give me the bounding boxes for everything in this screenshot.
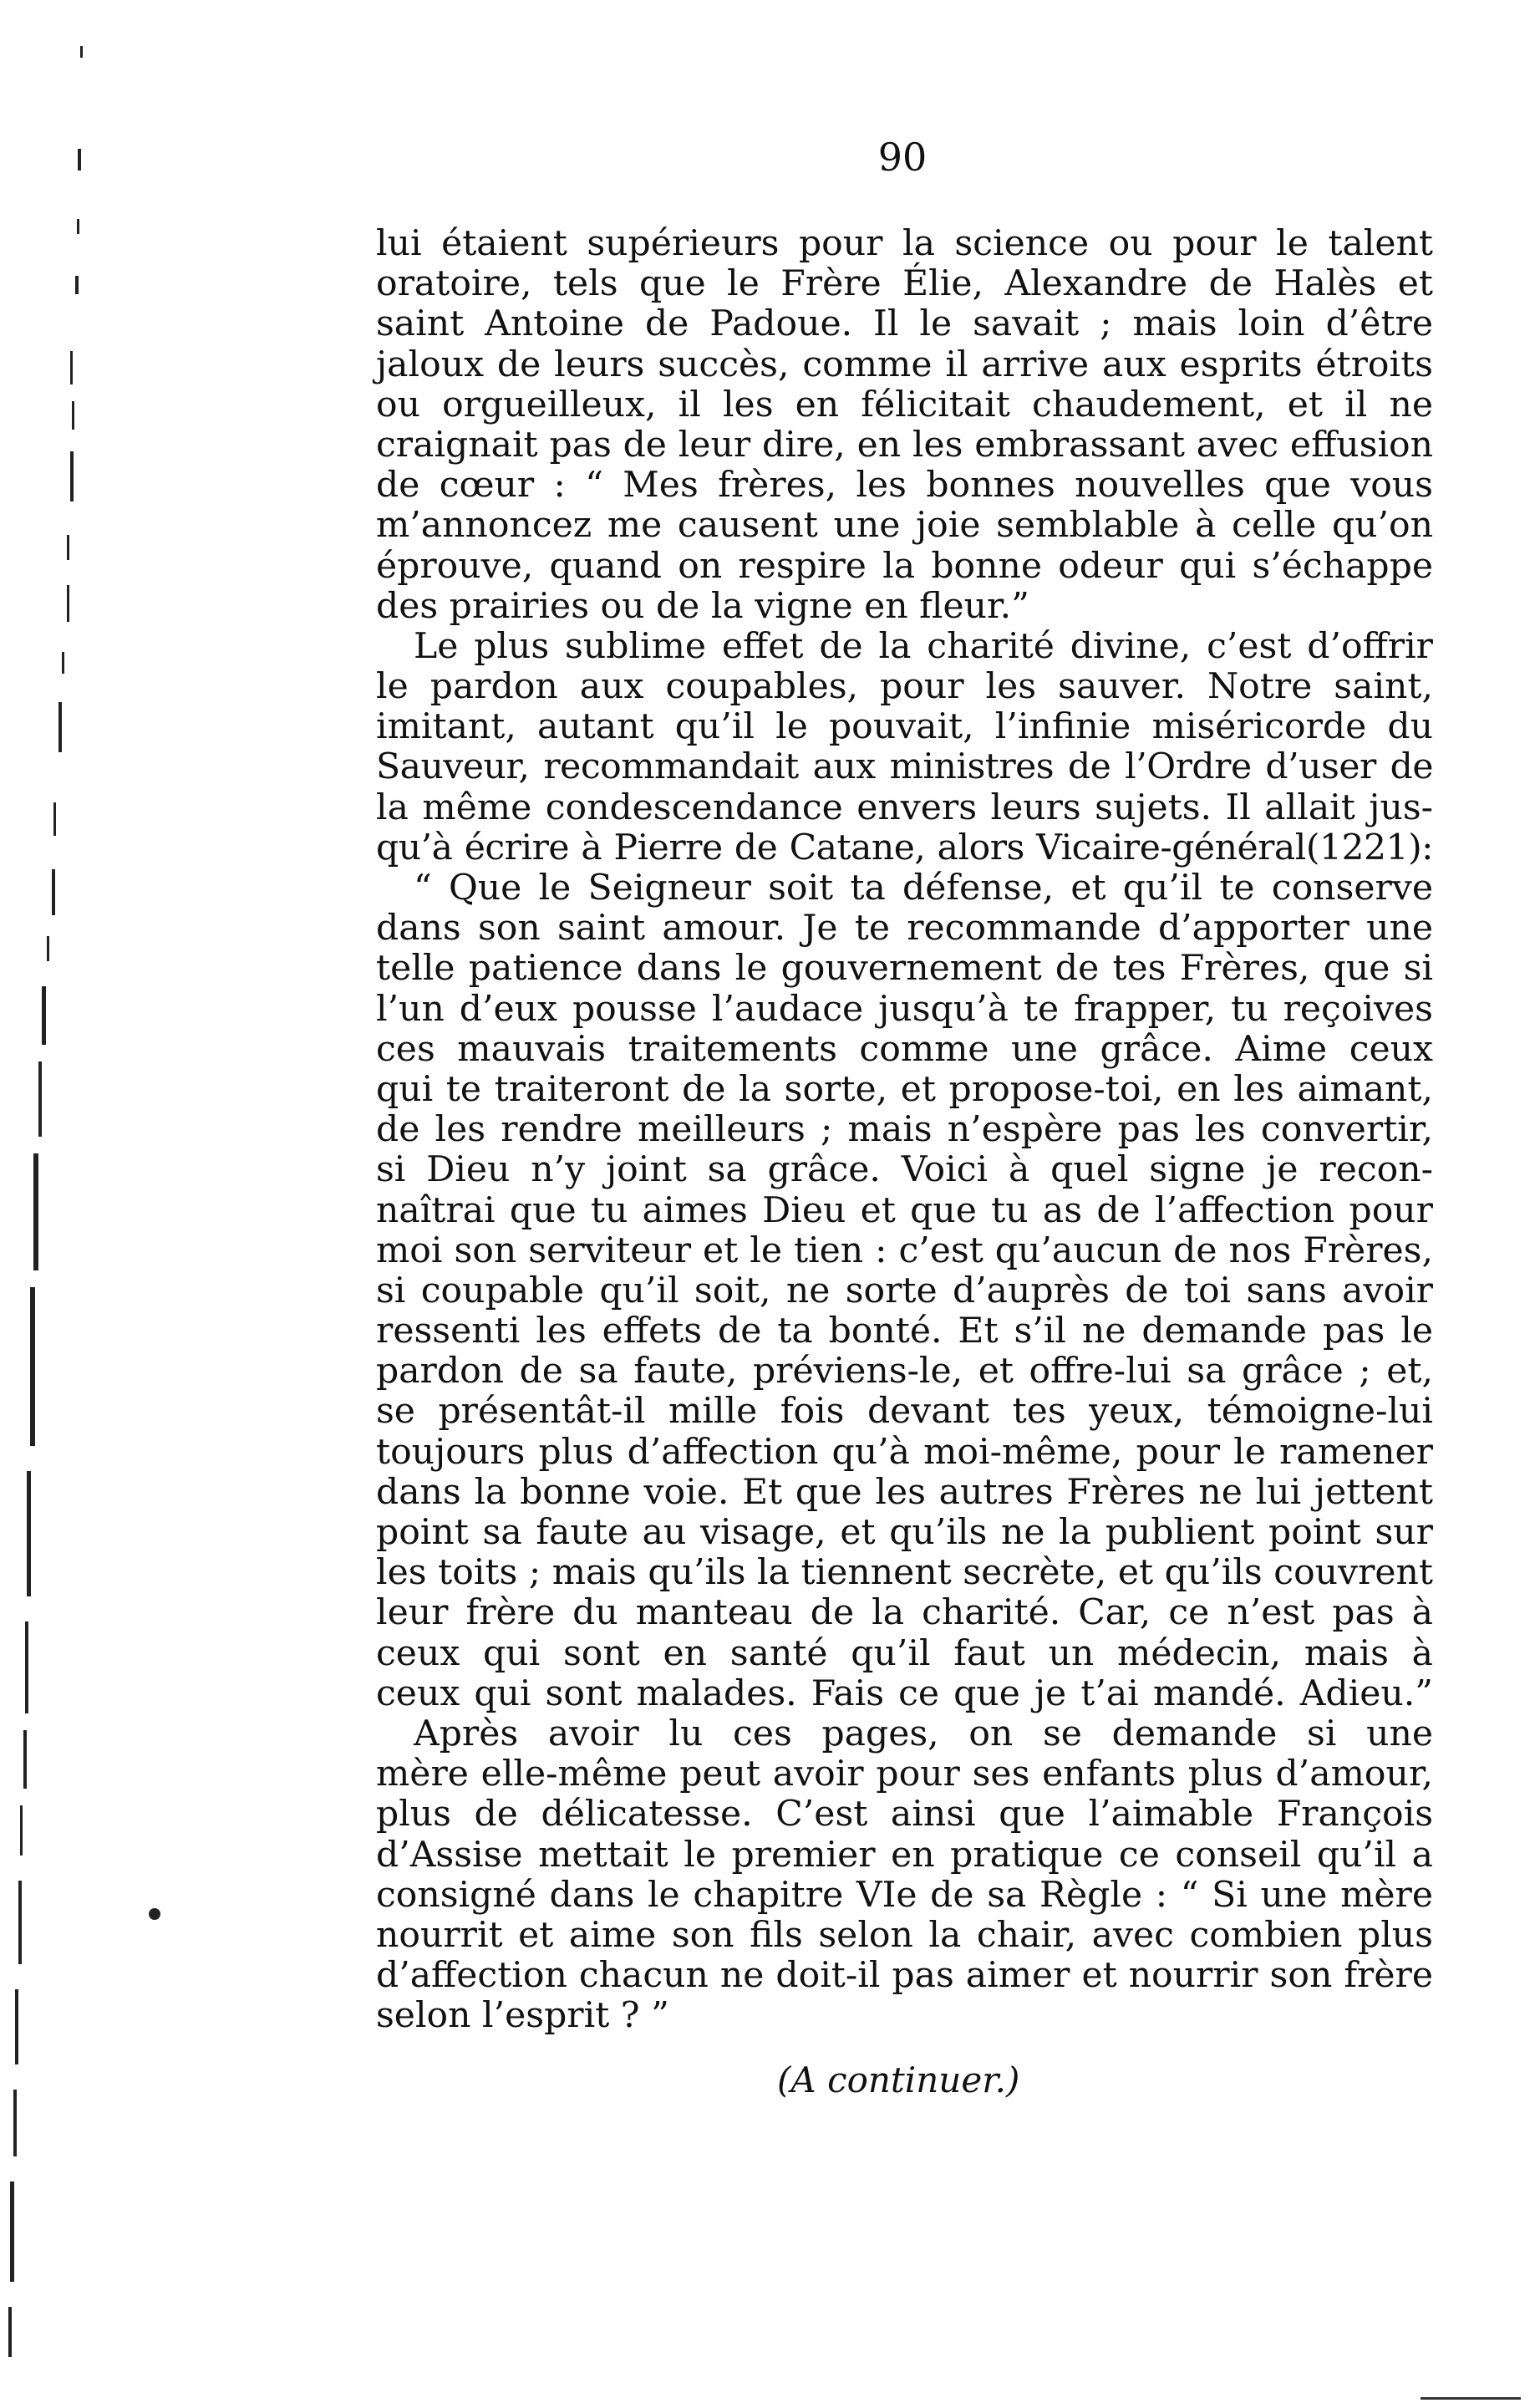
text-line: ces mauvais traitements comme une grâce. Aime ceux — [376, 1028, 1433, 1070]
text-line: Le plus sublime effet de la charité divine, c’est d’offrir — [414, 625, 1433, 667]
text-line: de les rendre meilleurs ; mais n’espère pas les convertir, — [376, 1109, 1433, 1151]
text-line: la même condescendance envers leurs sujets. Il allait jus- — [376, 787, 1433, 828]
text-line: craignait pas de leur dire, en les embrassant avec effusion — [376, 424, 1433, 466]
scan-edge-mark — [1421, 2397, 1521, 2400]
text-line: l’un d’eux pousse l’audace jusqu’à te frapper, tu reçoives — [376, 988, 1433, 1030]
text-line: oratoire, tels que le Frère Élie, Alexandre de Halès et — [376, 263, 1433, 305]
text-line: m’annoncez me causent une joie semblable à celle qu’on — [376, 505, 1433, 547]
text-line: éprouve, quand on respire la bonne odeur qui s’échappe — [376, 545, 1433, 587]
text-line: Après avoir lu ces pages, on se demande si une — [414, 1713, 1433, 1754]
text-line: mère elle-même peut avoir pour ses enfants plus d’amour, — [376, 1754, 1433, 1795]
text-line: lui étaient supérieurs pour la science ou pour le talent — [376, 223, 1433, 264]
text-line: les toits ; mais qu’ils la tiennent secrète, et qu’ils couvrent — [376, 1552, 1433, 1594]
text-line: imitant, autant qu’il le pouvait, l’infinie miséricorde du — [376, 706, 1433, 748]
text-line: le pardon aux coupables, pour les sauver. Notre saint, — [376, 666, 1433, 708]
text-line: “ Que le Seigneur soit ta défense, et qu’il te conserve — [414, 868, 1433, 909]
text-line: se présentât-il mille fois devant tes yeux, témoigne-lui — [376, 1391, 1433, 1433]
text-line: qu’à écrire à Pierre de Catane, alors Vicaire-général(1221): — [376, 827, 1433, 868]
text-line: moi son serviteur et le tien : c’est qu’aucun de nos Frères, — [376, 1229, 1433, 1271]
text-line: nourrit et aime son fils selon la chair, avec combien plus — [376, 1914, 1433, 1956]
text-line: ou orgueilleux, il les en félicitait chaudement, et il ne — [376, 384, 1433, 425]
text-line: qui te traiteront de la sorte, et propose-toi, en les aimant, — [376, 1068, 1433, 1110]
text-line: ressenti les effets de ta bonté. Et s’il ne demande pas le — [376, 1311, 1433, 1352]
text-line: dans son saint amour. Je te recommande d’apporter une — [376, 908, 1433, 949]
text-line: leur frère du manteau de la charité. Car, ce n’est pas à — [376, 1592, 1433, 1634]
text-line: Sauveur, recommandait aux ministres de l’Ordre d’user de — [376, 746, 1433, 788]
page-number: 90 — [877, 135, 928, 180]
scan-binding-edge — [0, 0, 109, 2408]
text-line: ceux qui sont malades. Fais ce que je t’ai mandé. Adieu.” — [376, 1672, 1433, 1714]
text-line: telle patience dans le gouvernement de tes Frères, que si — [376, 948, 1433, 990]
text-line: saint Antoine de Padoue. Il le savait ; mais loin d’être — [376, 303, 1433, 345]
text-line: pardon de sa faute, préviens-le, et offre-lui sa grâce ; et, — [376, 1351, 1433, 1392]
text-line: jaloux de leurs succès, comme il arrive aux esprits étroits — [376, 344, 1433, 385]
text-line: d’affection chacun ne doit-il pas aimer et nourrir son frère — [376, 1955, 1433, 1997]
text-line: ceux qui sont en santé qu’il faut un médecin, mais à — [376, 1632, 1433, 1674]
text-line: naîtrai que tu aimes Dieu et que tu as de l’affection pour — [376, 1189, 1433, 1231]
text-line: des prairies ou de la vigne en fleur.” — [376, 585, 1029, 627]
ink-spot — [149, 1908, 160, 1920]
body-text — [376, 224, 1433, 2036]
text-line: selon l’esprit ? ” — [376, 1995, 669, 2037]
text-line: d’Assise mettait le premier en pratique ce conseil qu’il a — [376, 1834, 1433, 1876]
text-line: de cœur : “ Mes frères, les bonnes nouvelles que vous — [376, 465, 1433, 507]
text-line: toujours plus d’affection qu’à moi-même, pour le ramener — [376, 1431, 1433, 1473]
text-line: si Dieu n’y joint sa grâce. Voici à quel signe je recon- — [376, 1149, 1433, 1191]
text-line: si coupable qu’il soit, ne sorte d’auprès de toi sans avoir — [376, 1270, 1433, 1311]
text-line: plus de délicatesse. C’est ainsi que l’aimable François — [376, 1794, 1433, 1835]
continuation-note: (A continuer.) — [777, 2059, 1020, 2100]
text-line: consigné dans le chapitre VIe de sa Règle : “ Si une mère — [376, 1874, 1433, 1916]
text-line: point sa faute au visage, et qu’ils ne la publient point sur — [376, 1512, 1433, 1553]
text-line: dans la bonne voie. Et que les autres Frères ne lui jettent — [376, 1471, 1433, 1513]
